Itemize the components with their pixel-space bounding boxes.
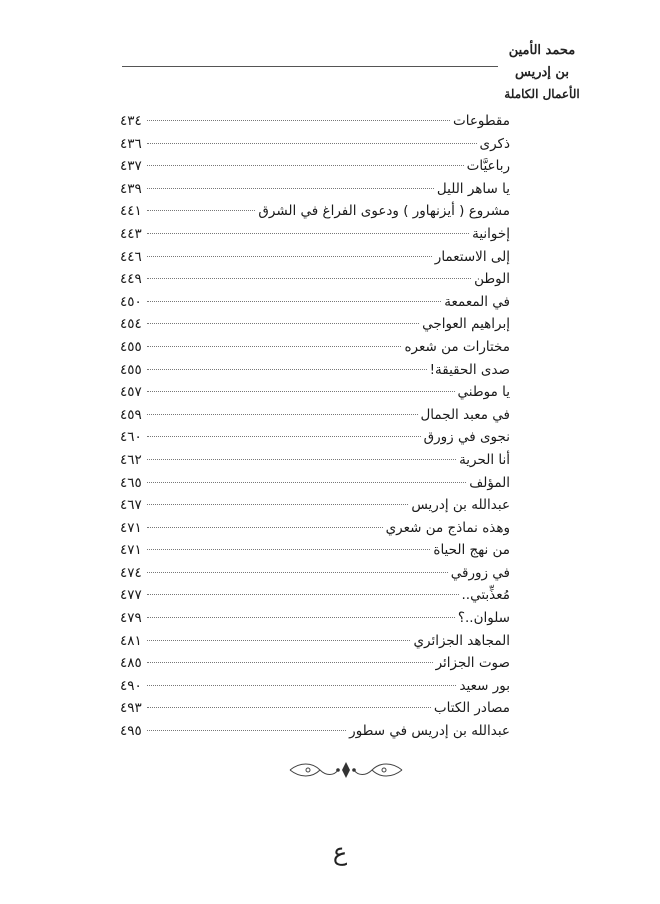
toc-dot-leader [147, 730, 346, 731]
toc-entry-page-number: ٤٧٩ [120, 610, 142, 627]
toc-entry-page-number: ٤٥٥ [120, 361, 142, 378]
toc-entry-page-number: ٤٤٩ [120, 271, 142, 288]
toc-dot-leader [147, 414, 418, 415]
toc-entry-title: المؤلف [469, 474, 510, 491]
toc-entry [120, 268, 510, 291]
toc-entry-title: يا موطني [457, 384, 510, 401]
toc-entry-title: رباعيَّات [466, 158, 510, 175]
toc-entry [120, 404, 510, 427]
toc-entry-page-number: ٤٥٥ [120, 338, 142, 355]
logo-collection-title: الأعمال الكاملة [504, 87, 580, 101]
toc-entry-page-number: ٤٩٥ [120, 723, 142, 740]
toc-entry [120, 562, 510, 585]
toc-entry-page-number: ٤٩٣ [120, 700, 142, 717]
toc-entry [120, 133, 510, 156]
toc-entry [120, 539, 510, 562]
toc-entry-title: إبراهيم العواجي [422, 316, 510, 333]
toc-entry-page-number: ٤٧١ [120, 519, 142, 536]
toc-entry-page-number: ٤٥٩ [120, 406, 142, 423]
toc-dot-leader [147, 707, 431, 708]
ornament-divider-icon [286, 758, 406, 782]
toc-entry-title: ذكرى [479, 135, 510, 152]
toc-dot-leader [147, 323, 419, 324]
page-number: ع [332, 838, 348, 866]
toc-entry [120, 697, 510, 720]
toc-entry-title: مقطوعات [453, 113, 510, 129]
toc-entry [120, 652, 510, 675]
toc-dot-leader [147, 617, 455, 618]
toc-entry [120, 313, 510, 336]
toc-entry [120, 607, 510, 630]
toc-entry [120, 517, 510, 540]
toc-entry-page-number: ٤٦٧ [120, 497, 142, 514]
toc-entry [120, 178, 510, 201]
toc-entry-page-number: ٤٦٥ [120, 474, 142, 491]
toc-entry [120, 584, 510, 607]
toc-dot-leader [147, 662, 433, 663]
toc-entry-title: في المعمعة [444, 293, 510, 310]
toc-dot-leader [147, 572, 448, 573]
toc-entry-title: بور سعيد [459, 677, 510, 694]
toc-entry-page-number: ٤٩٠ [120, 677, 142, 694]
toc-entry [120, 359, 510, 382]
toc-entry-title: صوت الجزائر [435, 655, 510, 672]
toc-dot-leader [147, 301, 441, 302]
toc-entry [120, 381, 510, 404]
toc-dot-leader [147, 527, 383, 528]
toc-dot-leader [147, 256, 432, 257]
toc-dot-leader [147, 210, 255, 211]
toc-entry-page-number: ٤٥٧ [120, 384, 142, 401]
toc-entry-title: سلوان..؟ [457, 610, 510, 627]
toc-dot-leader [147, 369, 427, 370]
toc-entry [120, 246, 510, 269]
toc-entry-title: أنا الحرية [459, 451, 510, 468]
toc-entry-title: وهذه نماذج من شعري [385, 519, 510, 536]
toc-dot-leader [147, 143, 477, 144]
toc-entry-page-number: ٤٣٩ [120, 180, 142, 197]
toc-entry-title: الوطن [474, 271, 510, 288]
toc-entry-title: مُعذِّبتي.. [461, 587, 510, 604]
toc-dot-leader [147, 165, 464, 166]
toc-dot-leader [147, 594, 459, 595]
toc-entry [120, 426, 510, 449]
toc-entry-page-number: ٤٣٦ [120, 135, 142, 152]
toc-entry-title: مصادر الكتاب [433, 700, 510, 717]
toc-dot-leader [147, 685, 456, 686]
toc-entry [120, 494, 510, 517]
toc-dot-leader [147, 459, 456, 460]
toc-entry-page-number: ٤٤٦ [120, 248, 142, 265]
logo-author-name: محمد الأمين بن إدريس [508, 43, 576, 80]
toc-dot-leader [147, 640, 410, 641]
toc-entry-page-number: ٤٥٤ [120, 316, 142, 333]
toc-entry-title: صدى الحقيقة! [429, 361, 510, 378]
toc-entry-title: المجاهد الجزائري [413, 632, 510, 649]
toc-entry [120, 472, 510, 495]
toc-dot-leader [147, 482, 466, 483]
toc-entry [120, 675, 510, 698]
toc-entry-page-number: ٤٧١ [120, 542, 142, 559]
toc-dot-leader [147, 346, 401, 347]
toc-dot-leader [147, 233, 469, 234]
header-rule [122, 66, 498, 67]
toc-entry [120, 223, 510, 246]
toc-entry [120, 110, 510, 133]
toc-entry-title: إلى الاستعمار [434, 248, 510, 265]
toc-entry-title: إخوانية [472, 225, 510, 242]
toc-dot-leader [147, 278, 471, 279]
toc-entry [120, 291, 510, 314]
toc-entry-page-number: ٤٦٠ [120, 429, 142, 446]
toc-entry [120, 336, 510, 359]
toc-entry [120, 449, 510, 472]
toc-entry-title: عبدالله بن إدريس في سطور [349, 723, 510, 740]
toc-entry-title: يا ساهر الليل [436, 180, 510, 197]
toc-entry-title: مشروع ( أيزنهاور ) ودعوى الفراغ في الشرق [258, 203, 510, 220]
toc-entry [120, 720, 510, 743]
toc-entry-page-number: ٤٨١ [120, 632, 142, 649]
toc-dot-leader [147, 120, 450, 121]
book-logo [500, 40, 584, 101]
toc-entry [120, 630, 510, 653]
toc-entry-title: في معبد الجمال [420, 406, 510, 423]
toc-dot-leader [147, 549, 430, 550]
toc-entry [120, 200, 510, 223]
toc-entry-page-number: ٤٧٤ [120, 564, 142, 581]
toc-entry-title: عبدالله بن إدريس [411, 497, 510, 514]
toc-dot-leader [147, 188, 434, 189]
toc-entry-title: في زورقي [450, 564, 510, 581]
toc-entry-page-number: ٤٤٣ [120, 225, 142, 242]
toc-entry-page-number: ٤٥٠ [120, 293, 142, 310]
toc-entry-page-number: ٤٦٢ [120, 451, 142, 468]
toc-dot-leader [147, 504, 408, 505]
toc-entry-title: من نهج الحياة [433, 542, 510, 559]
toc-entry-page-number: ٤٨٥ [120, 655, 142, 672]
toc-dot-leader [147, 436, 421, 437]
toc-entry-page-number: ٤٧٧ [120, 587, 142, 604]
table-of-contents [120, 110, 510, 743]
toc-entry [120, 155, 510, 178]
toc-entry-title: مختارات من شعره [404, 338, 510, 355]
toc-entry-page-number: ٤٣٤ [120, 113, 142, 129]
toc-entry-page-number: ٤٤١ [120, 203, 142, 220]
toc-entry-title: نجوى في زورق [423, 429, 510, 446]
toc-entry-page-number: ٤٣٧ [120, 158, 142, 175]
toc-dot-leader [147, 391, 455, 392]
